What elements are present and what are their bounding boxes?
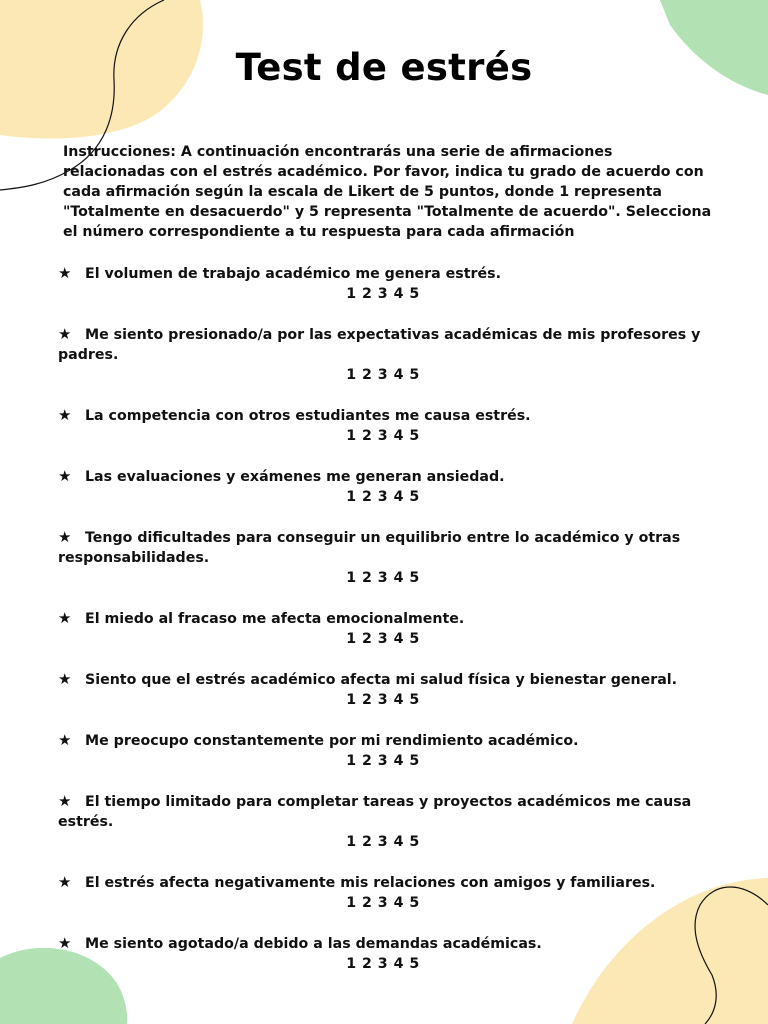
likert-scale[interactable]: 1 2 3 4 5 bbox=[346, 428, 420, 444]
question-item bbox=[58, 608, 708, 649]
star-icon: ★ bbox=[58, 467, 72, 485]
question-item bbox=[58, 669, 708, 710]
question-statement: El estrés afecta negativamente mis relaciones con amigos y familiares. bbox=[85, 875, 656, 891]
star-icon: ★ bbox=[58, 934, 72, 952]
question-text bbox=[58, 405, 708, 426]
question-statement: Las evaluaciones y exámenes me generan ansiedad. bbox=[85, 469, 505, 485]
question-statement: El tiempo limitado para completar tareas y proyectos académicos me causa estrés. bbox=[58, 794, 692, 830]
star-icon: ★ bbox=[58, 325, 72, 343]
question-statement: El miedo al fracaso me afecta emocionalmente. bbox=[85, 611, 465, 627]
likert-scale[interactable]: 1 2 3 4 5 bbox=[346, 895, 420, 911]
star-icon: ★ bbox=[58, 264, 72, 282]
star-icon: ★ bbox=[58, 873, 72, 891]
question-text bbox=[58, 669, 708, 690]
star-icon: ★ bbox=[58, 731, 72, 749]
likert-scale[interactable]: 1 2 3 4 5 bbox=[346, 956, 420, 972]
question-item bbox=[58, 324, 708, 385]
instructions-text: Instrucciones: A continuación encontrarás una serie de afirmaciones relacionadas con el estrés académico. Por favor, indica tu grado de acuerdo con cada afirmación según la escala de Likert de 5 puntos, donde 1 representa "Totalmente en desacuerdo" y 5 representa "Totalmente de acuerdo". Selecciona el número correspondiente a tu respuesta para cada afirmación bbox=[63, 144, 712, 240]
question-text bbox=[58, 527, 708, 568]
likert-scale[interactable]: 1 2 3 4 5 bbox=[346, 367, 420, 383]
question-statement: Me siento presionado/a por las expectativas académicas de mis profesores y padres. bbox=[58, 327, 701, 363]
question-text bbox=[58, 791, 708, 832]
question-list bbox=[58, 263, 708, 994]
question-item bbox=[58, 933, 708, 974]
likert-scale[interactable]: 1 2 3 4 5 bbox=[346, 570, 420, 586]
question-item bbox=[58, 527, 708, 588]
question-statement: Tengo dificultades para conseguir un equilibrio entre lo académico y otras responsabilidades. bbox=[58, 530, 681, 566]
question-text bbox=[58, 933, 708, 954]
likert-scale[interactable]: 1 2 3 4 5 bbox=[346, 692, 420, 708]
likert-scale[interactable]: 1 2 3 4 5 bbox=[346, 286, 420, 302]
question-text bbox=[58, 324, 708, 365]
question-text bbox=[58, 872, 708, 893]
likert-scale[interactable]: 1 2 3 4 5 bbox=[346, 834, 420, 850]
question-item bbox=[58, 730, 708, 771]
question-item bbox=[58, 791, 708, 852]
likert-scale[interactable]: 1 2 3 4 5 bbox=[346, 631, 420, 647]
question-statement: Siento que el estrés académico afecta mi salud física y bienestar general. bbox=[85, 672, 678, 688]
question-statement: El volumen de trabajo académico me genera estrés. bbox=[85, 266, 501, 282]
question-statement: Me siento agotado/a debido a las demandas académicas. bbox=[85, 936, 542, 952]
likert-scale[interactable]: 1 2 3 4 5 bbox=[346, 753, 420, 769]
star-icon: ★ bbox=[58, 792, 72, 810]
question-statement: Me preocupo constantemente por mi rendimiento académico. bbox=[85, 733, 579, 749]
question-text bbox=[58, 263, 708, 284]
question-text bbox=[58, 466, 708, 487]
question-statement: La competencia con otros estudiantes me causa estrés. bbox=[85, 408, 531, 424]
question-item bbox=[58, 405, 708, 446]
star-icon: ★ bbox=[58, 528, 72, 546]
page-title: Test de estrés bbox=[235, 46, 533, 89]
question-item bbox=[58, 263, 708, 304]
question-item bbox=[58, 466, 708, 507]
question-item bbox=[58, 872, 708, 913]
star-icon: ★ bbox=[58, 670, 72, 688]
question-text bbox=[58, 730, 708, 751]
likert-scale[interactable]: 1 2 3 4 5 bbox=[346, 489, 420, 505]
star-icon: ★ bbox=[58, 406, 72, 424]
question-text bbox=[58, 608, 708, 629]
star-icon: ★ bbox=[58, 609, 72, 627]
